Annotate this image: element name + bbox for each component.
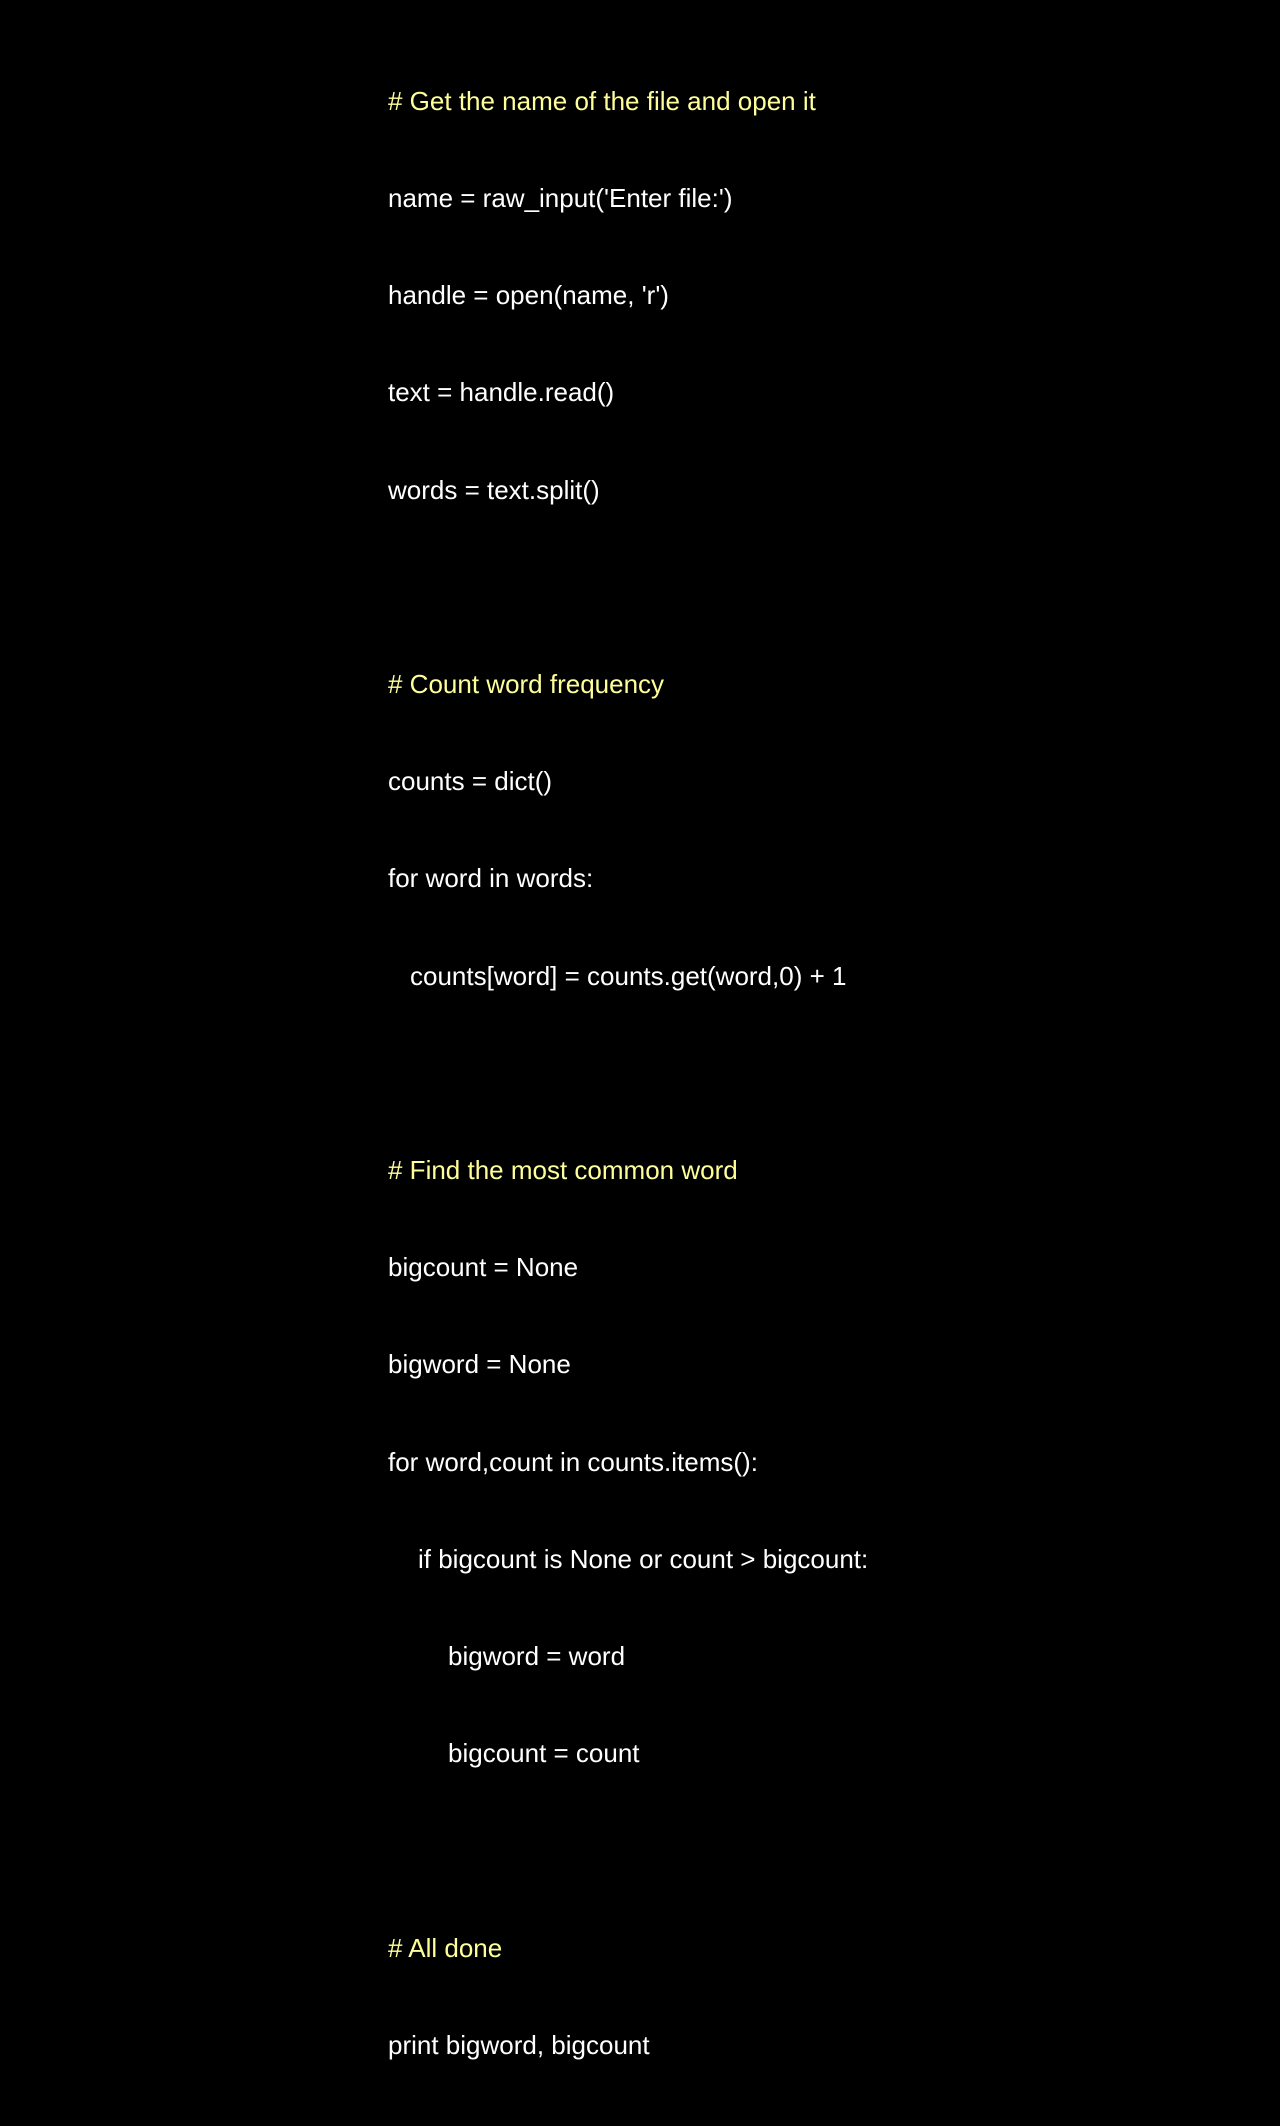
code-line-print: print bigword, bigcount [388, 2029, 650, 2060]
code-line-for-items: for word,count in counts.items(): [388, 1446, 758, 1477]
code-line-counts-get: counts[word] = counts.get(word,0) + 1 [410, 960, 847, 991]
comment-count-frequency: # Count word frequency [388, 669, 665, 700]
blank-line [388, 1834, 868, 1866]
code-line-name: name = raw_input('Enter file:') [388, 183, 733, 214]
code-line-bigcount-assign: bigcount = count [448, 1738, 640, 1769]
code-line-words: words = text.split() [388, 474, 600, 505]
blank-line [388, 571, 868, 603]
code-line-if-bigcount: if bigcount is None or count > bigcount: [418, 1543, 869, 1574]
comment-open-file: # Get the name of the file and open it [388, 85, 816, 116]
code-line-bigword-assign: bigword = word [448, 1641, 626, 1672]
code-line-counts: counts = dict() [388, 766, 553, 797]
blank-line [388, 1057, 868, 1089]
code-line-bigword-init: bigword = None [388, 1349, 571, 1380]
code-listing [388, 20, 868, 2126]
code-line-handle: handle = open(name, 'r') [388, 280, 669, 311]
code-line-for-words: for word in words: [388, 863, 594, 894]
comment-most-common: # Find the most common word [388, 1155, 738, 1186]
code-line-bigcount-init: bigcount = None [388, 1252, 579, 1283]
code-line-text: text = handle.read() [388, 377, 615, 408]
comment-all-done: # All done [388, 1932, 503, 1963]
